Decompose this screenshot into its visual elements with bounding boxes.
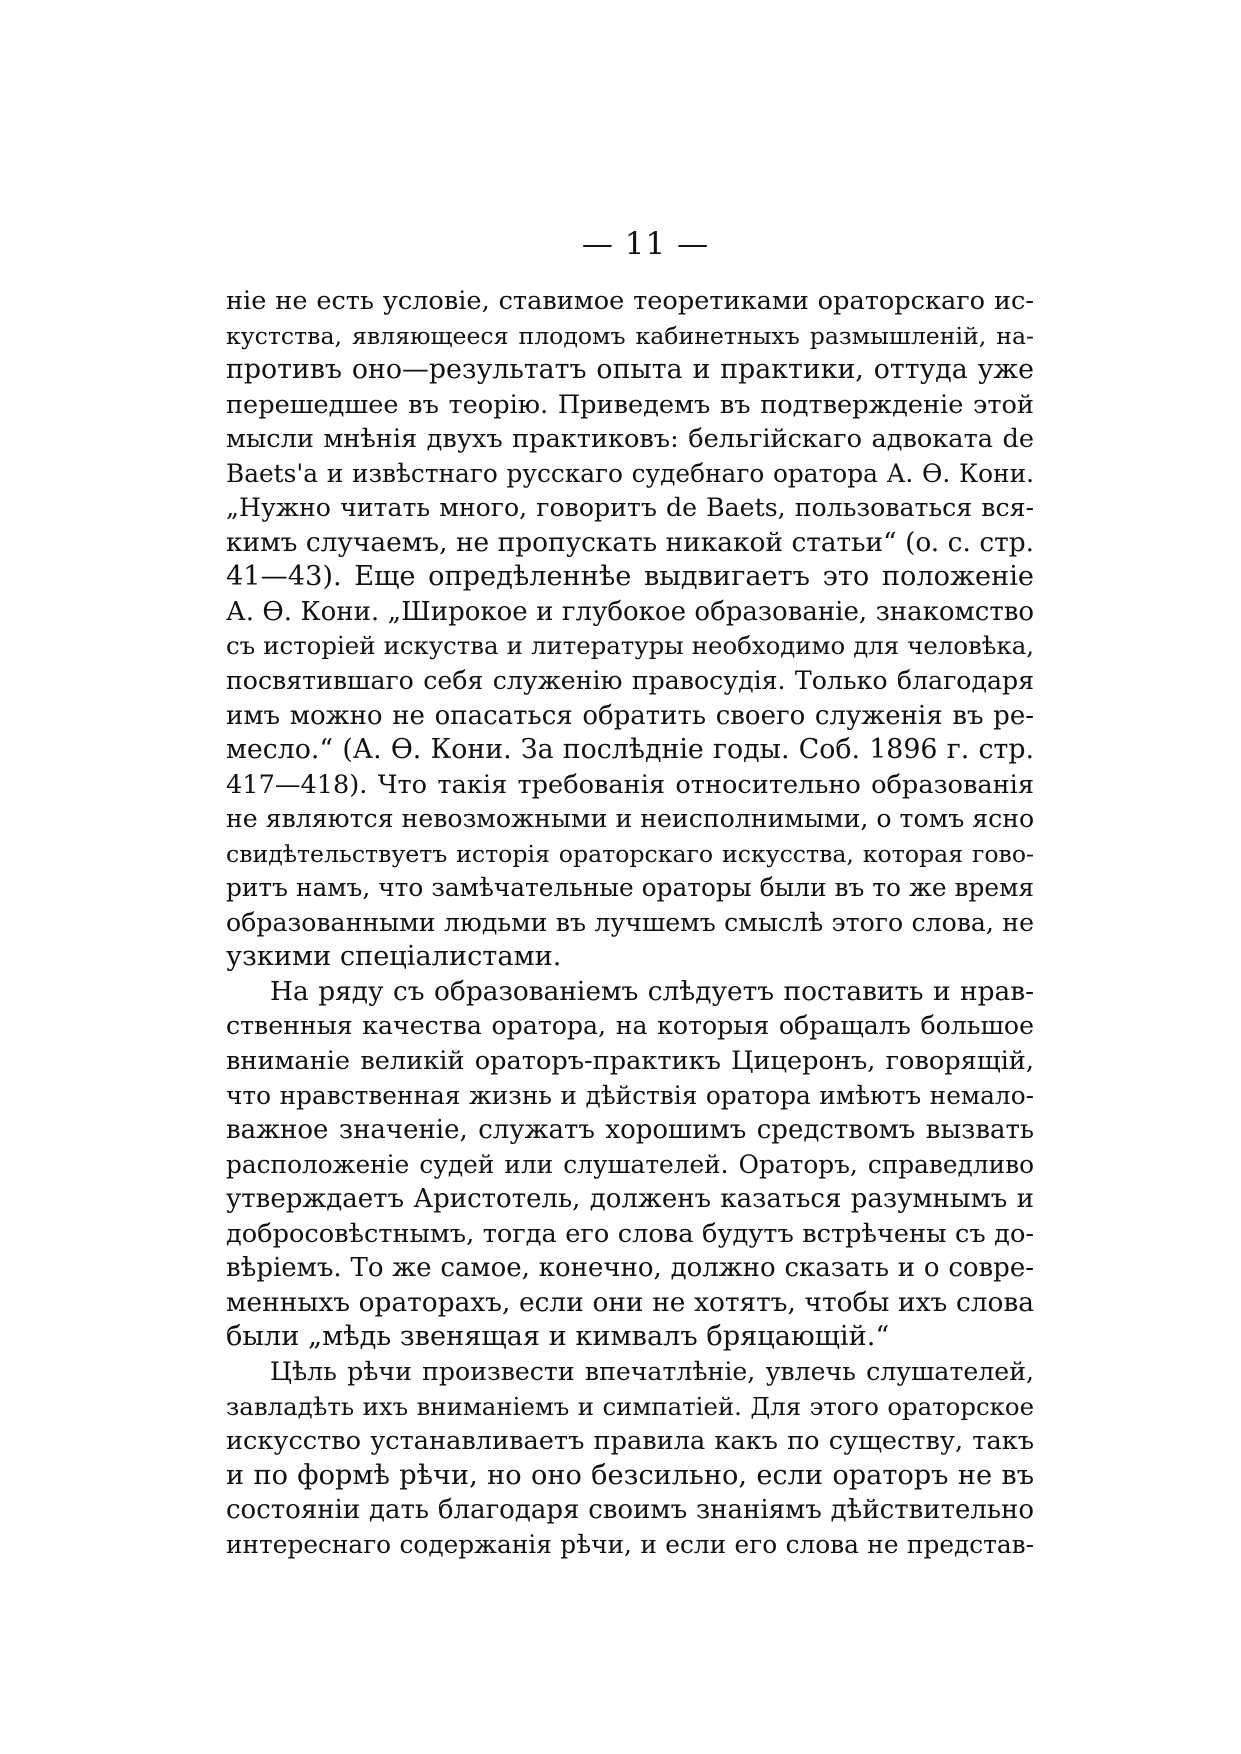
text-line: интереснаго содержанія рѣчи, и если его слова не представ-: [226, 1529, 1034, 1559]
body-text: [226, 284, 1034, 1562]
text-line: 41—43). Еще опредѣленнѣе выдвигаетъ это положеніе: [226, 561, 1034, 593]
text-line: утверждаетъ Аристотель, долженъ казаться разумнымъ и: [226, 1184, 1034, 1215]
text-line: ритъ намъ, что замѣчательные ораторы были въ то же время: [226, 873, 1034, 903]
text-line: что нравственная жизнь и дѣйствія оратора имѣютъ немало-: [226, 1080, 1034, 1110]
text-line: добросовѣстнымъ, тогда его слова будутъ встрѣчены съ до-: [226, 1218, 1034, 1249]
text-line: имъ можно не опасаться обратить своего служенія въ ре-: [226, 700, 1034, 731]
text-line: кустства, являющееся плодомъ кабинетныхъ размышленій, на-: [226, 321, 1034, 350]
text-line: А. Ѳ. Кони. „Широкое и глубокое образованіе, знакомство: [226, 596, 1034, 627]
text-line: образованными людьми въ лучшемъ смыслѣ этого слова, не: [226, 907, 1034, 937]
text-line: и по формѣ рѣчи, но оно безсильно, если ораторъ не въ: [226, 1459, 1034, 1491]
text-line: Цѣль рѣчи произвести впечатлѣніе, увлечь слушателей,: [270, 1356, 1034, 1386]
text-line: важное значеніе, служатъ хорошимъ средствомъ вызвать: [226, 1115, 1034, 1146]
text-line: вниманіе великій ораторъ-практикъ Цицеронъ, говорящій,: [226, 1046, 1034, 1077]
text-line: ственныя качества оратора, на которыя обращалъ большое: [226, 1011, 1034, 1041]
text-line: завладѣть ихъ вниманіемъ и симпатіей. Для этого ораторское: [226, 1391, 1034, 1421]
text-line: не являются невозможными и неисполнимыми, о томъ ясно: [226, 804, 1034, 834]
text-line: свидѣтельствуетъ исторія ораторскаго искусства, которая гово-: [226, 839, 1034, 868]
text-line: посвятившаго себя служенію правосудія. Только благодаря: [226, 666, 1034, 696]
text-line: были „мѣдь звенящая и кимвалъ бряцающій.“: [226, 1321, 890, 1353]
text-line: менныхъ ораторахъ, если они не хотятъ, чтобы ихъ слова: [226, 1286, 1034, 1318]
text-line: перешедшее въ теорію. Приведемъ въ подтвержденіе этой: [226, 389, 1034, 420]
text-line: мысли мнѣнія двухъ практиковъ: бельгійскаго адвоката de: [226, 424, 1034, 455]
text-line: вѣріемъ. То же самое, конечно, должно сказать и о совре-: [226, 1253, 1034, 1284]
text-line: На ряду съ образованіемъ слѣдуетъ поставить и нрав-: [270, 975, 1034, 1007]
text-line: съ исторіей искуства и литературы необходимо для человѣка,: [226, 631, 1034, 661]
text-line: расположеніе судей или слушателей. Ораторъ, справедливо: [226, 1149, 1034, 1179]
text-line: ніе не есть условіе, ставимое теоретиками ораторскаго ис-: [226, 286, 1034, 316]
text-line: 417—418). Что такія требованія относительно образованія: [226, 769, 1034, 800]
text-line: месло.“ (А. Ѳ. Кони. За послѣдніе годы. Соб. 1896 г. стр.: [226, 734, 1034, 766]
page-number: — 11 —: [581, 226, 710, 262]
text-line: кимъ случаемъ, не пропускать никакой статьи“ (o. c. стр.: [226, 526, 1034, 558]
text-line: состояніи дать благодаря своимъ знаніямъ дѣйствительно: [226, 1495, 1034, 1526]
text-line: противъ оно—результатъ опыта и практики, оттуда уже: [226, 354, 1034, 386]
text-line: узкими спеціалистами.: [226, 941, 562, 973]
text-line: искусство устанавливаетъ правила какъ по существу, такъ: [226, 1426, 1034, 1457]
text-line: „Нужно читать много, говоритъ de Baets, пользоваться вся-: [226, 493, 1034, 523]
text-line: Baets'а и извѣстнаго русскаго судебнаго оратора А. Ѳ. Кони.: [226, 458, 1034, 488]
